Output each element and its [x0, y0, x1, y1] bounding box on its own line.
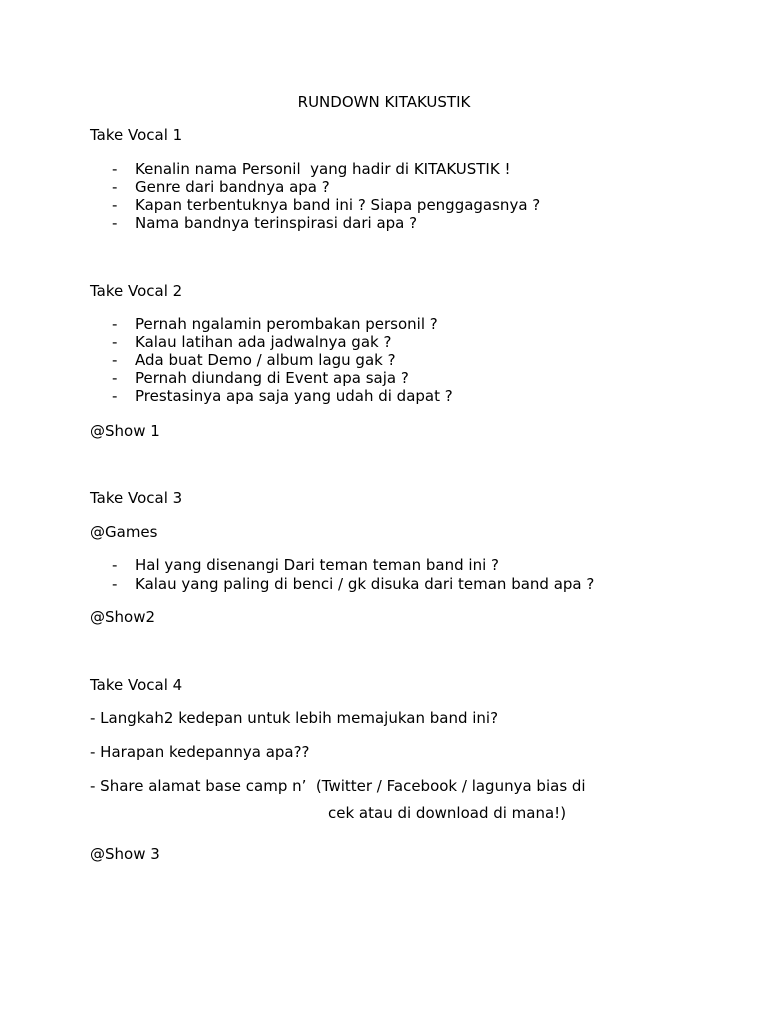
bullet-dash: -: [112, 556, 118, 574]
plain-line-item: - Langkah2 kedepan untuk lebih memajukan band ini?: [90, 709, 499, 727]
list-item: Nama bandnya terinspirasi dari apa ?: [135, 214, 418, 232]
bullet-dash: -: [112, 387, 118, 405]
list-item: Kalau yang paling di benci / gk disuka dari teman band apa ?: [135, 575, 595, 593]
list-item: Pernah diundang di Event apa saja ?: [135, 369, 409, 387]
list-item: Genre dari bandnya apa ?: [135, 178, 330, 196]
show-marker-1: @Show 1: [90, 422, 160, 440]
bullet-dash: -: [112, 369, 118, 387]
list-item: Kalau latihan ada jadwalnya gak ?: [135, 333, 392, 351]
bullet-dash: -: [112, 575, 118, 593]
show-marker-2: @Show2: [90, 608, 156, 626]
continuation-line: cek atau di download di mana!): [328, 804, 567, 822]
bullet-dash: -: [112, 160, 118, 178]
section-heading-take-vocal-1: Take Vocal 1: [90, 126, 183, 144]
bullet-dash: -: [112, 214, 118, 232]
bullet-dash: -: [112, 178, 118, 196]
list-item: Hal yang disenangi Dari teman teman band ini ?: [135, 556, 499, 574]
bullet-dash: -: [112, 351, 118, 369]
document-title: RUNDOWN KITAKUSTIK: [297, 93, 471, 111]
show-marker-3: @Show 3: [90, 845, 160, 863]
list-item: Kenalin nama Personil yang hadir di KITAKUSTIK !: [135, 160, 511, 178]
section-heading-take-vocal-4: Take Vocal 4: [90, 676, 183, 694]
bullet-dash: -: [112, 196, 118, 214]
bullet-dash: -: [112, 333, 118, 351]
list-item: Ada buat Demo / album lagu gak ?: [135, 351, 396, 369]
section-heading-take-vocal-2: Take Vocal 2: [90, 282, 183, 300]
bullet-dash: -: [112, 315, 118, 333]
list-item: Kapan terbentuknya band ini ? Siapa penggagasnya ?: [135, 196, 541, 214]
list-item: Pernah ngalamin perombakan personil ?: [135, 315, 438, 333]
section-heading-take-vocal-3: Take Vocal 3: [90, 489, 183, 507]
plain-line-item: - Share alamat base camp n’ (Twitter / Facebook / lagunya bias di: [90, 777, 586, 795]
plain-line-item: - Harapan kedepannya apa??: [90, 743, 310, 761]
list-item: Prestasinya apa saja yang udah di dapat ?: [135, 387, 453, 405]
games-marker: @Games: [90, 523, 158, 541]
